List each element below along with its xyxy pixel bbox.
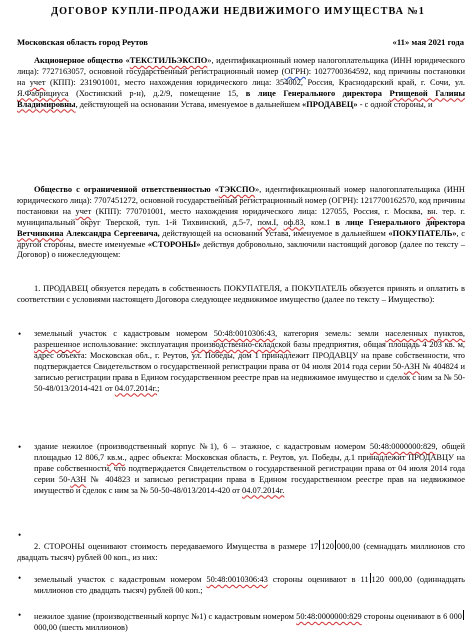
list-item-building: здание нежилое (производственный корпус №1), 6 – этажное, с кадастровым номером 50:48:0000000:829, общей площадью 12 806,7 кв.м., адрес объекта: Московская область, г. Реутов, ул. Победы, д.1 принадлежит ПРОДАВЦУ на праве собственности, что подтверждается Свидетельством о государственной регистрации права от 04 июля 2014 года серии 50-АЗН № 404823 и записью регистрации права в Едином государственном реестре прав на недвижимое имущество и сделок с ним за № 50-50-48/013/2014-420 от 04.07.2014г. (34, 442, 465, 495)
document-title: ДОГОВОР КУПЛИ-ПРОДАЖИ НЕДВИЖИМОГО ИМУЩЕСТВА №1 (51, 6, 425, 17)
seller-role: «ПРОДАВЕЦ» (302, 99, 358, 109)
text-cursor (370, 573, 371, 583)
bullet-icon: • (18, 442, 22, 452)
buyer-role: «ПОКУПАТЕЛЬ» (388, 228, 457, 238)
list-item-land-price: земельный участок с кадастровым номером 50:48:0010306:43 стороны оценивают в 11 120 000,00 (одиннадцать миллионов сто двадцать тысяч) рублей 00 коп.; (34, 575, 465, 595)
text-cursor (335, 540, 336, 550)
bullet-icon: • (18, 573, 22, 583)
contract-date: «11» мая 2021 года (392, 37, 464, 47)
party-buyer-paragraph: Общество с ограниченной ответственностью «ТЭКСПО», идентификационный номер налогоплательщика (ИНН юридического лица): 7707451272, основной государственный регистрационный номер (ОГРН): 1217700162570, код причины постановки на учет (КПП): 770701001, место нахождения юридического лица: 127055, Россия, г. Москва, вн. тер. г. муниципальный округ Тверской, туп. 1-й Тихвинский, д.5-7, пом.I, оф.83, ком.1 в лице Генерального директора Ветчинкина Александра Сергеевича, действующей на основании Устава, именуемое в дальнейшем «ПОКУПАТЕЛЬ», с другой стороны, вместе именуемые «СТОРОНЫ» действуя добровольно, заключили настоящий договор (далее по тексту – Договор) о нижеследующем: (17, 185, 466, 260)
clause-2: 2. СТОРОНЫ оценивают стоимость передаваемого Имущества в размере 17 120 000,00 (семнадцать миллионов сто двадцать тысяч) рублей 00 коп., из них: (17, 542, 465, 562)
parties-term: «СТОРОНЫ» (147, 239, 201, 249)
buyer-director: Ветчинкина (17, 228, 64, 238)
bullet-icon: • (18, 329, 22, 339)
seller-name: ТЕКСТИЛЬЭКСПО (129, 56, 208, 65)
buyer-name: ТЭКСПО (218, 185, 255, 194)
list-item-land: земельный участок с кадастровым номером 50:48:0010306:43, категория земель: земли населенных пунктов, разрешенное использование: эксплуатация производственно-складской базы предприятия, общая площадь 4 203 кв. м, адрес объекта: Московская обл., г. Реутов, ул. Победы, дом 1 принадлежит ПРОДАВЦУ на праве собственности, что подтверждается Свидетельством о государственной регистрации права от 04 июля 2014 года серии 50-АЗН № 404824 и записью регистрации права в Едином государственном реестре прав на недвижимое имущество и сделок с ним за № 50-50-48/013/2014-421 от 04.07.2014г.; (34, 329, 466, 393)
text-cursor (463, 610, 464, 620)
list-item-building-price: нежилое здание (производственный корпус №1) с кадастровым номером 50:48:0000000:829 стороны оценивают в 6 000000,00 (шесть миллионов) (34, 612, 462, 632)
contract-place: Московская область город Реутов (17, 37, 148, 47)
party-seller-paragraph: Акционерное общество «ТЕКСТИЛЬЭКСПО», идентификационный номер налогоплательщика (ИНН юридического лица): 7727163057, основной государственный регистрационный номер (ОГРН): 1027700364592, код причины постановки на учет (КПП): 231901001, место нахождения юридического лица: 354002, Россия, Краснодарский край, г. Сочи, ул. Я.Фабрициуса (Хостинский р-н), д.2/9, помещение 15, в лице Генерального директора Ртищевой Галины Владимировны, действующей на основании Устава, именуемое в дальнейшем «ПРОДАВЕЦ» - с одной стороны, и (17, 56, 465, 109)
bullet-icon-empty: • (18, 530, 22, 540)
clause-1: 1. ПРОДАВЕЦ обязуется передать в собственность ПОКУПАТЕЛЯ, а ПОКУПАТЕЛЬ обязуется принять и оплатить в соответствии с условиями настоящего Договора следующее недвижимое имущество (далее по тексту – Имущество): (17, 284, 465, 304)
bullet-icon: • (18, 610, 22, 620)
seller-director: Ртищевой Галины Владимировны (17, 88, 465, 109)
